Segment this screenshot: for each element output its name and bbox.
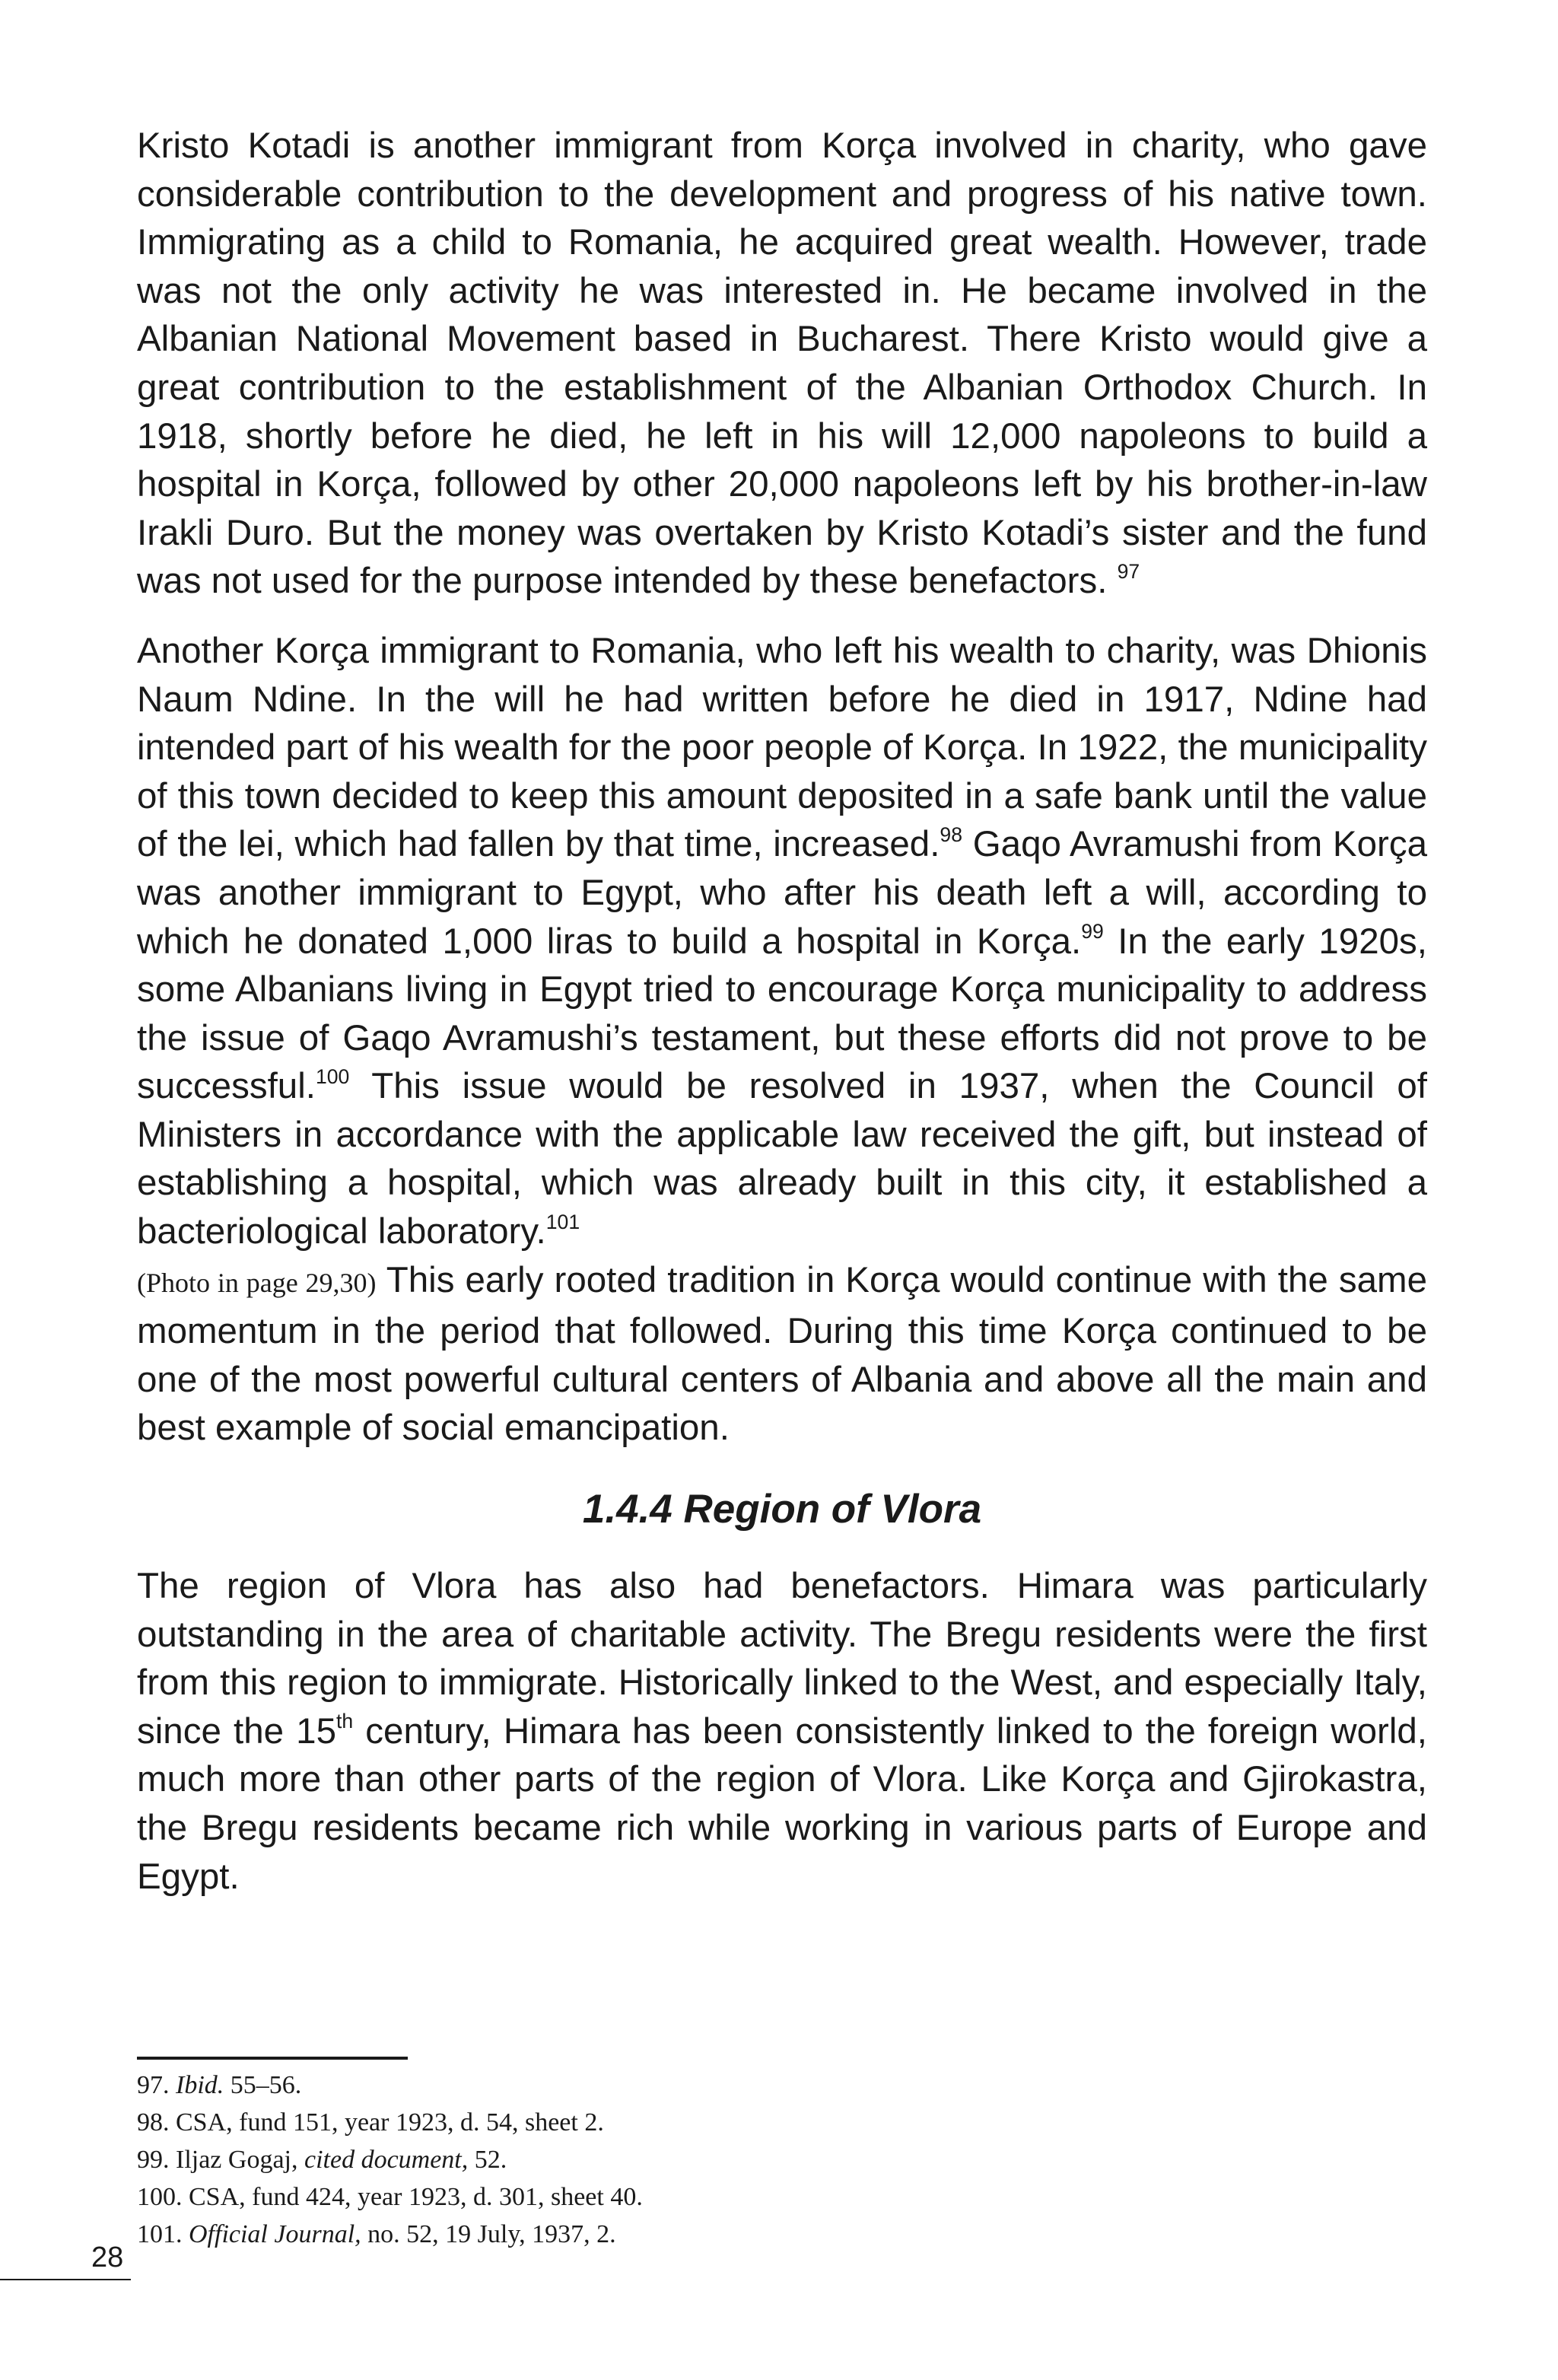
- paragraph-2-text-1: Another Korça immigrant to Romania, who left his wealth to charity, was Dhionis Naum Ndine. In the will he had written before he died in 1917, Ndine had intended part of his wealth for the poor people of Korça. In 1922, the municipality of this town decided to keep this amount deposited in a safe bank until the value of the lei, which had fallen by that time, increased.: [137, 630, 1427, 865]
- photo-page-note: (Photo in page 29,30): [137, 1267, 377, 1298]
- footnote-number: 101.: [137, 2220, 189, 2248]
- paragraph-2-text-2: Gaqo Avramushi from Korça was another immigrant to Egypt, who after his death left a will, according to which he donated 1,000 liras to build a hospital in Korça.: [137, 824, 1427, 962]
- footnote-number: 98.: [137, 2108, 176, 2137]
- footnote-italic: Ibid.: [176, 2071, 224, 2099]
- footnotes: [137, 2067, 1427, 2253]
- footnote-ref-97[interactable]: 97: [1117, 559, 1140, 583]
- footnote-101: [137, 2216, 1427, 2253]
- footnote-text: CSA, fund 151, year 1923, d. 54, sheet 2.: [176, 2108, 604, 2137]
- ordinal-suffix: th: [336, 1710, 354, 1733]
- footnote-number: 100.: [137, 2183, 189, 2211]
- footnote-italic: Official Journal,: [189, 2220, 361, 2248]
- footnote-number: 99.: [137, 2146, 176, 2174]
- paragraph-1-text: Kristo Kotadi is another immigrant from Korça involved in charity, who gave considerable contribution to the development and progress of his native town. Immigrating as a child to Romania, he acquired great wealth. However, trade was not the only activity he was interested in. He became involved in the Albanian National Movement based in Bucharest. There Kristo would give a great contribution to the establishment of the Albanian Orthodox Church. In 1918, shortly before he died, he left in his will 12,000 napoleons to build a hospital in Korça, followed by other 20,000 napoleons left by his brother-in-law Irakli Duro. But the money was overtaken by Kristo Kotadi’s sister and the fund was not used for the purpose intended by these benefactors.: [137, 126, 1427, 602]
- footnote-ref-99[interactable]: 99: [1081, 920, 1104, 943]
- page-number: 28: [91, 2242, 124, 2273]
- footnote-italic: cited document,: [304, 2146, 469, 2174]
- page-number-rule: [0, 2279, 131, 2280]
- footnote-text: 52.: [468, 2146, 507, 2174]
- footnote-separator: [137, 2057, 408, 2060]
- paragraph-2-text-4: This issue would be resolved in 1937, when the Council of Ministers in accordance with the applicable law received the gift, but instead of establishing a hospital, which was already built in this city, it established a bacteriological laboratory.: [137, 1066, 1427, 1252]
- paragraph-korca-immigrants: [137, 627, 1427, 1452]
- paragraph-2-text-3: In the early 1920s, some Albanians living in Egypt tried to encourage Korça municipality to address the issue of Gaqo Avramushi’s testament, but these efforts did not prove to be successful.: [137, 921, 1427, 1107]
- paragraph-kristo-kotadi: [137, 122, 1427, 606]
- footnote-author: Iljaz Gogaj,: [176, 2146, 304, 2174]
- footnote-ref-101[interactable]: 101: [545, 1210, 580, 1233]
- section-heading: 1.4.4 Region of Vlora: [582, 1487, 982, 1532]
- footnote-97: [137, 2067, 1427, 2104]
- paragraph-3-text-1: The region of Vlora has also had benefactors. Himara was particularly outstanding in the area of charitable activity. The Bregu residents were the first from this region to immigrate. Historically linked to the West, and especially Italy, since the 15: [137, 1566, 1427, 1752]
- footnote-ref-100[interactable]: 100: [315, 1064, 350, 1088]
- footnote-text: no. 52, 19 July, 1937, 2.: [361, 2220, 616, 2248]
- footnote-number: 97.: [137, 2071, 176, 2099]
- page-body: [137, 122, 1427, 1901]
- footnote-ref-98[interactable]: 98: [940, 822, 963, 846]
- paragraph-region-vlora: [137, 1562, 1427, 1901]
- footnote-text: CSA, fund 424, year 1923, d. 301, sheet 40.: [189, 2183, 643, 2211]
- footnote-98: [137, 2104, 1427, 2141]
- paragraph-3-text-2: century, Himara has been consistently linked to the foreign world, much more than other parts of the region of Vlora. Like Korça and Gjirokastra, the Bregu residents became rich while working in various parts of Europe and Egypt.: [137, 1710, 1427, 1897]
- footnote-99: [137, 2141, 1427, 2178]
- paragraph-2-text-5: This early rooted tradition in Korça would continue with the same momentum in the period that followed. During this time Korça continued to be one of the most powerful cultural centers of Albania and above all the main and best example of social emancipation.: [137, 1259, 1427, 1449]
- footnote-text: 55–56.: [224, 2071, 302, 2099]
- footnote-100: [137, 2178, 1427, 2216]
